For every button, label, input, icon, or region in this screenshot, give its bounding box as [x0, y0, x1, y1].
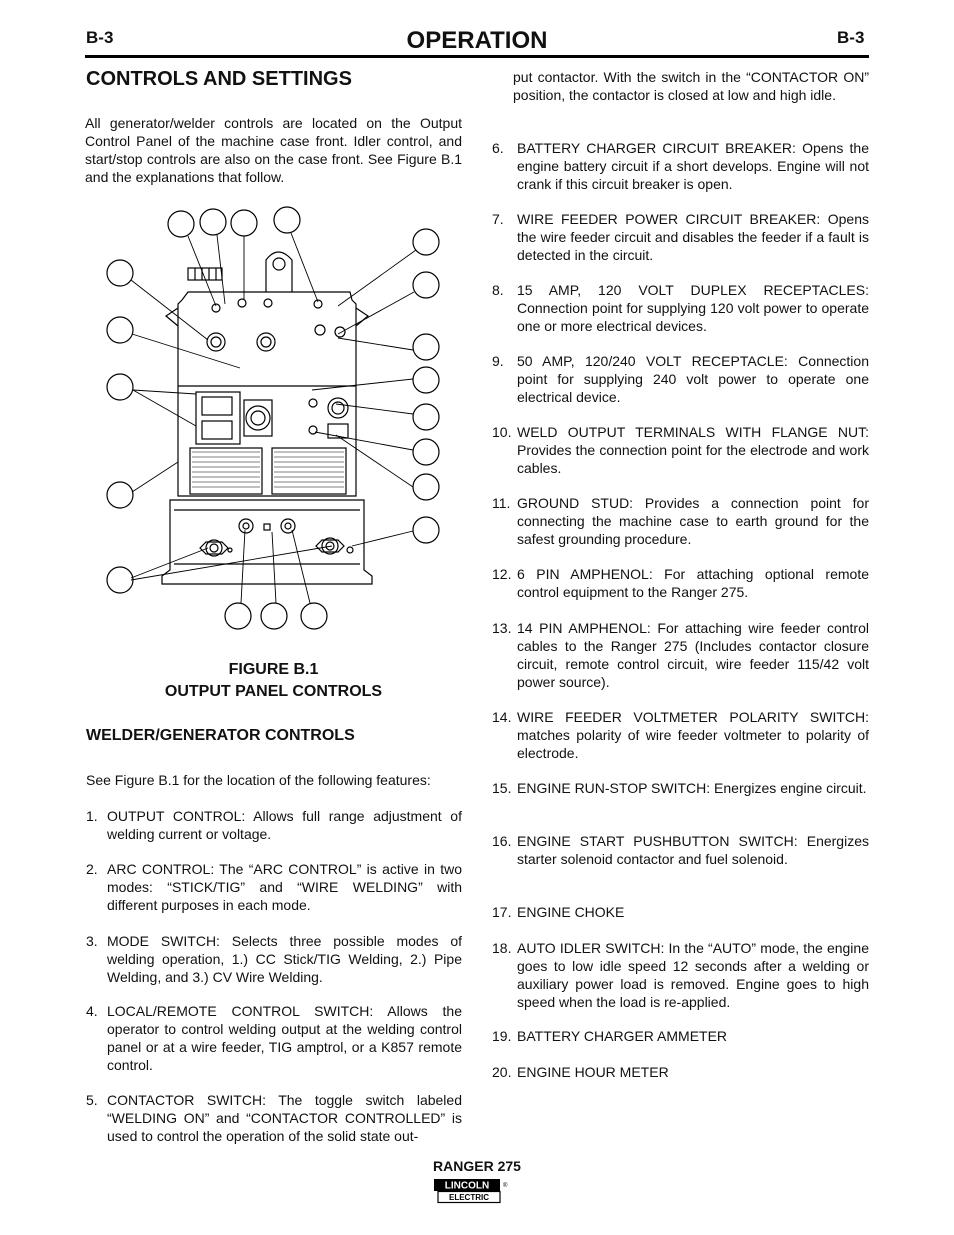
list-item: 5. CONTACTOR SWITCH: The toggle switch labeled “WELDING ON” and “CONTACTOR CONTROLLED” is used to control the operation of the solid state out-: [86, 1092, 462, 1144]
output-panel-figure: [100, 200, 450, 640]
list-item: 16. ENGINE START PUSHBUTTON SWITCH: Energizes starter solenoid contactor and fuel solenoid.: [492, 833, 869, 867]
list-item: 11. GROUND STUD: Provides a connection point for connecting the machine case to earth ground for the safest grounding procedure.: [492, 495, 869, 547]
see-figure-text: See Figure B.1 for the location of the following features:: [86, 772, 431, 788]
intro-paragraph: All generator/welder controls are located on the Output Control Panel of the machine case front. Idler control, and start/stop controls are also on the case front. See Figure B.1 and the explanations that follow.: [85, 115, 462, 185]
list-item: 1. OUTPUT CONTROL: Allows full range adjustment of welding current or voltage.: [86, 808, 462, 842]
list-item: 19. BATTERY CHARGER AMMETER: [492, 1028, 728, 1044]
list-item: 14. WIRE FEEDER VOLTMETER POLARITY SWITCH: matches polarity of wire feeder voltmeter to polarity of electrode.: [492, 709, 869, 761]
figure-label: FIGURE B.1: [228, 661, 319, 678]
section-title: CONTROLS AND SETTINGS: [86, 68, 352, 90]
list-item: 15. ENGINE RUN-STOP SWITCH: Energizes engine circuit.: [492, 780, 867, 796]
list-item: 7. WIRE FEEDER POWER CIRCUIT BREAKER: Opens the wire feeder circuit and disables the feeder if a fault is detected in the circuit.: [492, 211, 869, 263]
svg-text:LINCOLN: LINCOLN: [444, 1180, 490, 1192]
list-item: 13. 14 PIN AMPHENOL: For attaching wire feeder control cables to the Ranger 275 (Includes contactor closure circuit, remote control circuit, wire feeder 115/42 volt power source).: [492, 620, 869, 690]
list-item: 10. WELD OUTPUT TERMINALS WITH FLANGE NUT: Provides the connection point for the electrode and work cables.: [492, 424, 869, 476]
svg-text:®: ®: [503, 1183, 508, 1189]
callout-circles: [107, 207, 439, 629]
page-title: OPERATION: [406, 27, 548, 54]
figure-caption: OUTPUT PANEL CONTROLS: [164, 683, 383, 700]
list-item: 12. 6 PIN AMPHENOL: For attaching optional remote control equipment to the Ranger 275.: [492, 566, 869, 600]
machine-case: [166, 252, 368, 496]
list-item: 8. 15 AMP, 120 VOLT DUPLEX RECEPTACLES: Connection point for supplying 120 volt power to operate one or more electrical devices.: [492, 282, 869, 334]
page-code-right: B-3: [837, 28, 865, 47]
list-item: 20. ENGINE HOUR METER: [492, 1064, 669, 1080]
subsection-title: WELDER/GENERATOR CONTROLS: [86, 727, 355, 744]
page-code-left: B-3: [86, 28, 114, 47]
header-rule: [85, 55, 869, 58]
continuation-paragraph: put contactor. With the switch in the “CONTACTOR ON” position, the contactor is closed at low and high idle.: [513, 69, 869, 103]
list-item: 4. LOCAL/REMOTE CONTROL SWITCH: Allows the operator to control welding output at the welding control panel or at a wire feeder, TIG amptrol, or a K857 remote control.: [86, 1003, 462, 1073]
list-item: 6. BATTERY CHARGER CIRCUIT BREAKER: Opens the engine battery circuit if a short develops. Engine will not crank if this circuit breaker is open.: [492, 140, 869, 192]
list-item: 9. 50 AMP, 120/240 VOLT RECEPTACLE: Connection point for supplying 240 volt power to operate one electrical device.: [492, 353, 869, 405]
list-item: 17. ENGINE CHOKE: [492, 904, 625, 920]
leader-lines: [131, 233, 416, 603]
lincoln-electric-logo: [432, 1178, 510, 1204]
list-item: 2. ARC CONTROL: The “ARC CONTROL” is active in two modes: “STICK/TIG” and “WIRE WELDING” with different purposes in each mode.: [86, 861, 462, 913]
footer-model: RANGER 275: [433, 1158, 521, 1174]
list-item: 18. AUTO IDLER SWITCH: In the “AUTO” mode, the engine goes to low idle speed 12 seconds after a welding or auxiliary power load is removed. Engine goes to high speed when the load is re-applied.: [492, 940, 869, 1010]
list-item: 3. MODE SWITCH: Selects three possible modes of welding operation, 1.) CC Stick/TIG Welding, 2.) Pipe Welding, and 3.) CV Wire Welding.: [86, 933, 462, 985]
svg-text:ELECTRIC: ELECTRIC: [449, 1193, 489, 1202]
machine-base: [162, 500, 372, 584]
